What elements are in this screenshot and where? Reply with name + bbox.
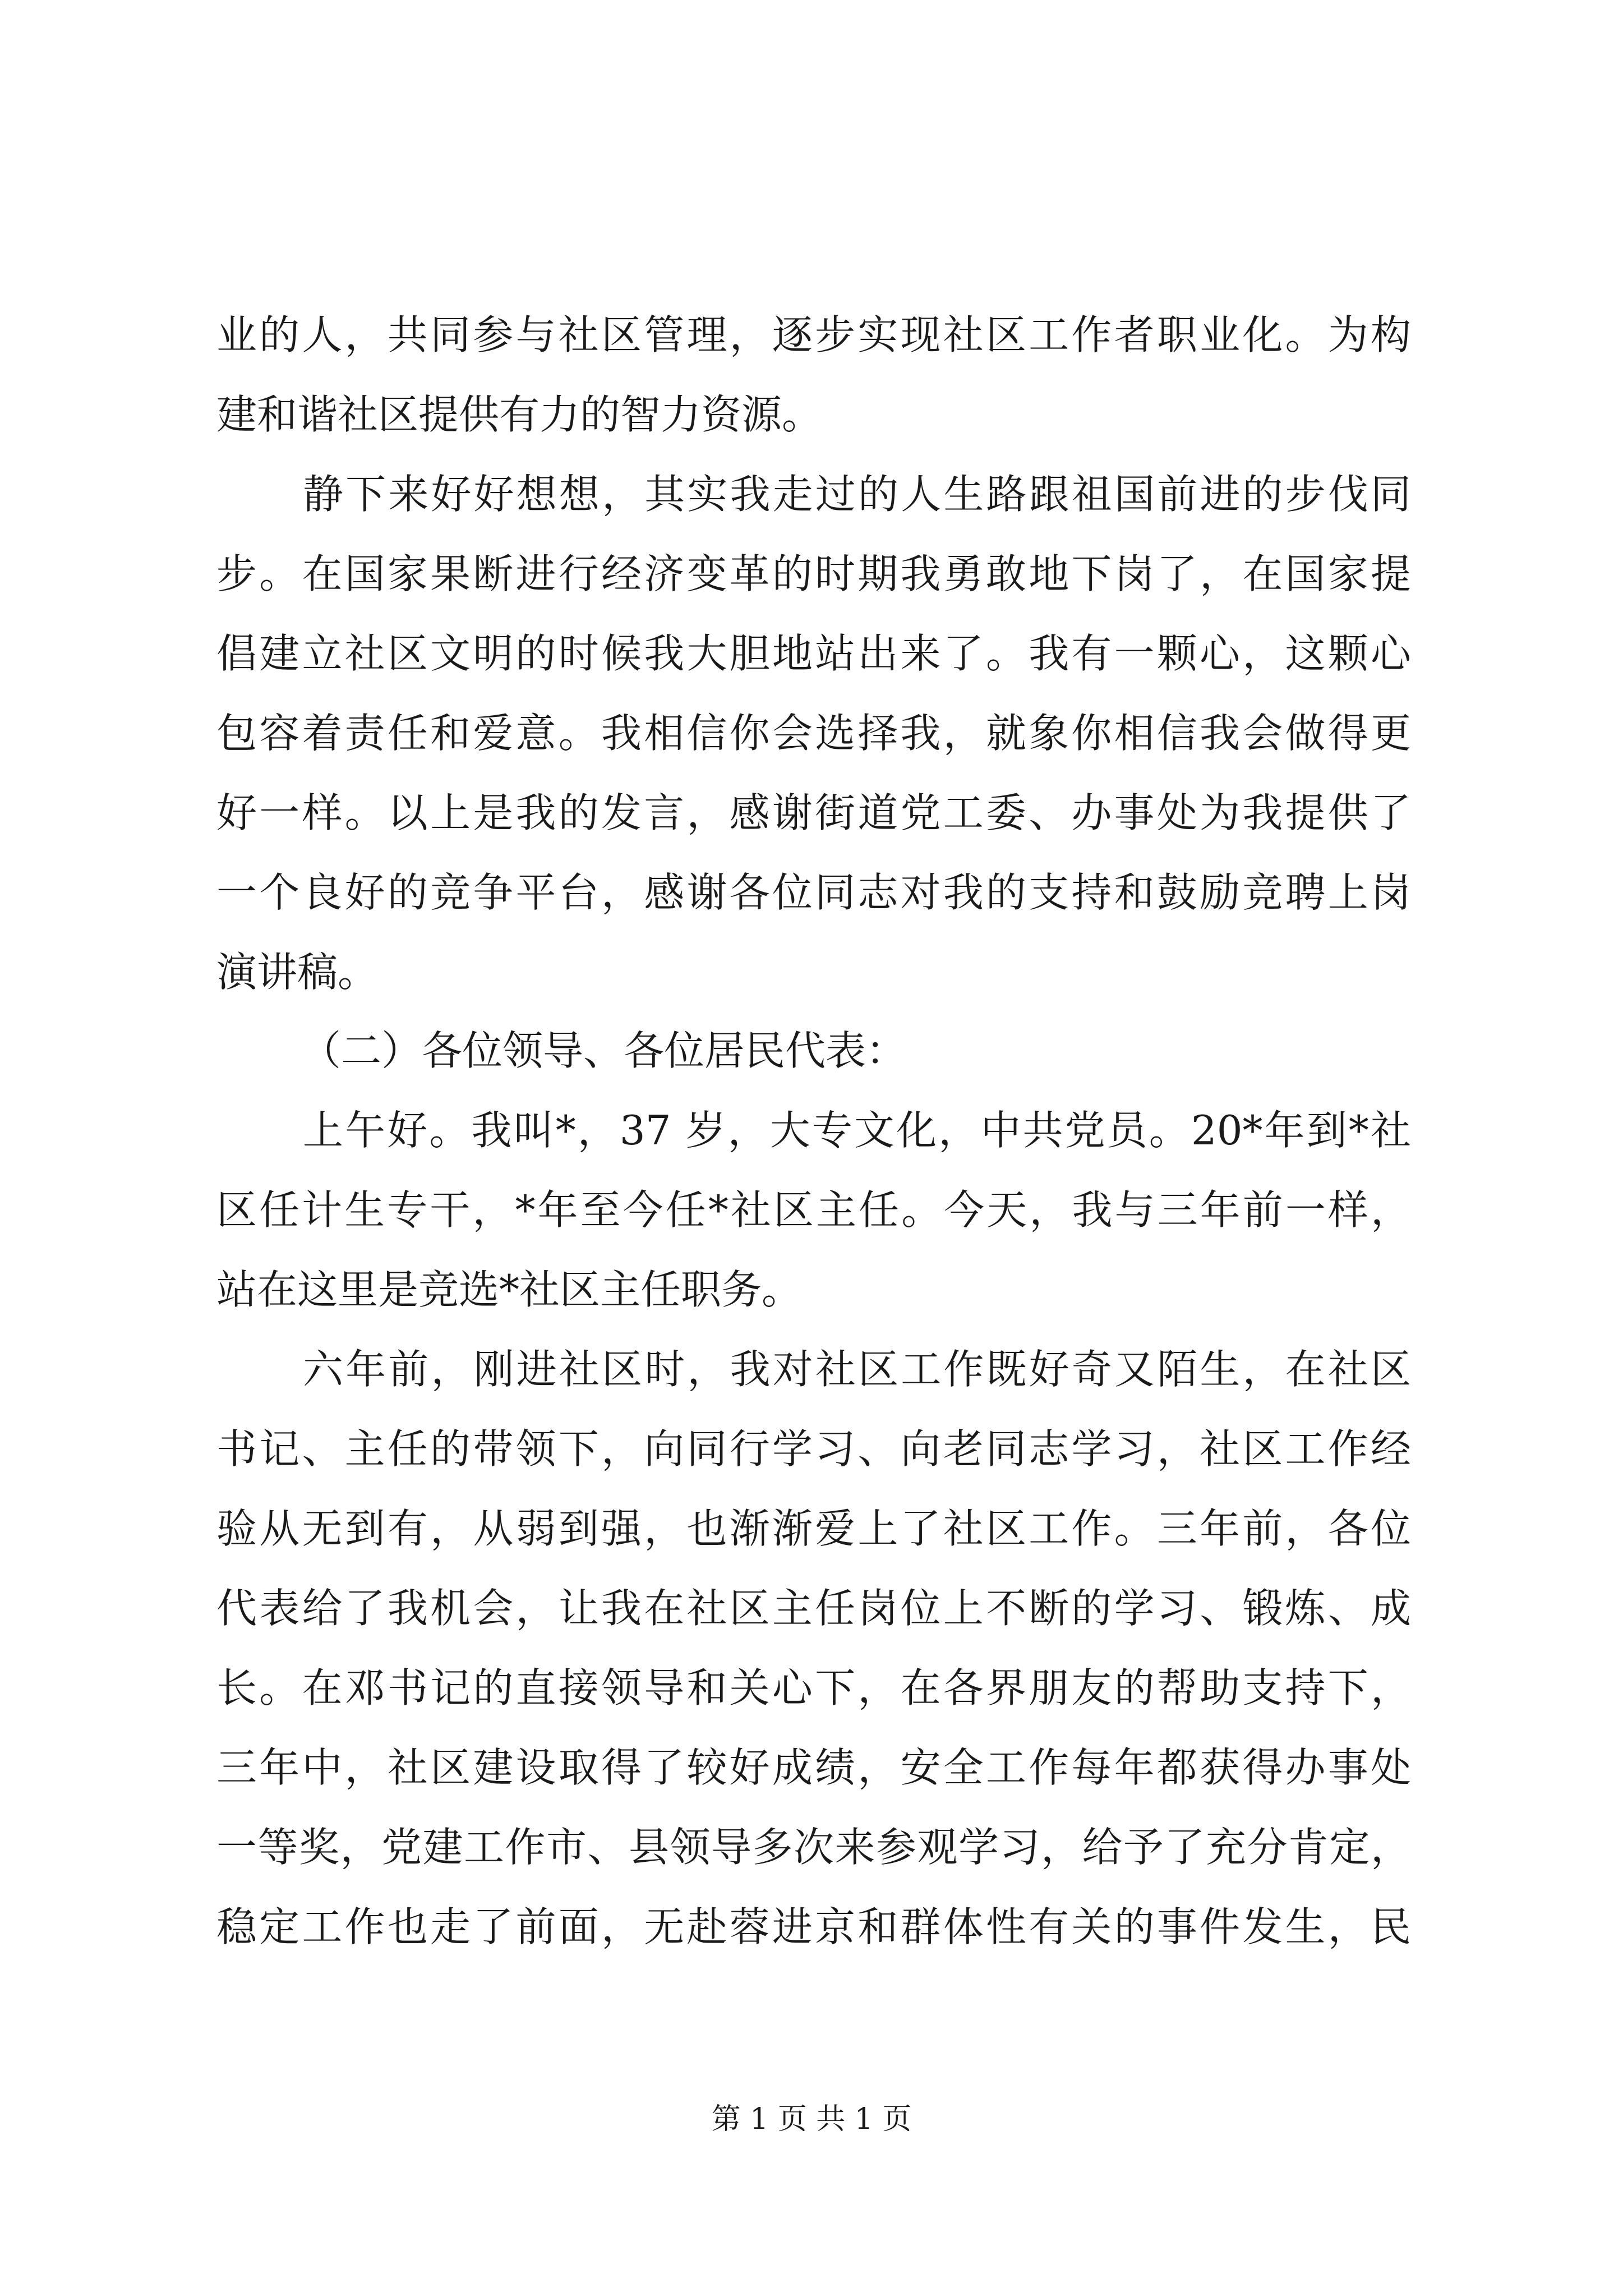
body-text-line: 一等奖，党建工作市、县领导多次来参观学习，给予了充分肯定，	[216, 1824, 1411, 1871]
body-text-line: 代表给了我机会，让我在社区主任岗位上不断的学习、锻炼、成	[216, 1585, 1411, 1632]
body-text-line: 建和谐社区提供有力的智力资源。	[216, 391, 823, 438]
body-text-line: 验从无到有，从弱到强，也渐渐爱上了社区工作。三年前，各位	[216, 1505, 1411, 1552]
section-heading: （二）各位领导、各位居民代表：	[301, 1027, 907, 1074]
body-text-line: 稳定工作也走了前面，无赴蓉进京和群体性有关的事件发生，民	[216, 1903, 1411, 1950]
body-text-line: 书记、主任的带领下，向同行学习、向老同志学习，社区工作经	[216, 1425, 1411, 1473]
body-text-line: 一个良好的竞争平台，感谢各位同志对我的支持和鼓励竞聘上岗	[216, 869, 1411, 916]
body-text-line: 站在这里是竞选*社区主任职务。	[216, 1266, 803, 1313]
body-text-line: 静下来好好想想，其实我走过的人生路跟祖国前进的步伐同	[303, 471, 1411, 518]
body-text-line: 步。在国家果断进行经济变革的时期我勇敢地下岗了，在国家提	[216, 550, 1411, 597]
body-text-line: 包容着责任和爱意。我相信你会选择我，就象你相信我会做得更	[216, 710, 1411, 757]
body-text-line: 演讲稿。	[216, 949, 379, 996]
body-text-line: 好一样。以上是我的发言，感谢街道党工委、办事处为我提供了	[216, 789, 1411, 836]
body-text-line: 倡建立社区文明的时候我大胆地站出来了。我有一颗心，这颗心	[216, 630, 1411, 677]
body-text-line: 区任计生专干，*年至今任*社区主任。今天，我与三年前一样，	[216, 1186, 1411, 1234]
page-number-footer: 第 1 页 共 1 页	[711, 2102, 912, 2136]
body-text-line: 业的人，共同参与社区管理，逐步实现社区工作者职业化。为构	[216, 311, 1411, 358]
body-text-line: 长。在邓书记的直接领导和关心下，在各界朋友的帮助支持下，	[216, 1664, 1411, 1711]
body-text-line: 三年中，社区建设取得了较好成绩，安全工作每年都获得办事处	[216, 1744, 1411, 1791]
body-text-line: 六年前，刚进社区时，我对社区工作既好奇又陌生，在社区	[303, 1346, 1411, 1393]
body-text-line: 上午好。我叫*，37 岁，大专文化，中共党员。20*年到*社	[303, 1107, 1411, 1154]
